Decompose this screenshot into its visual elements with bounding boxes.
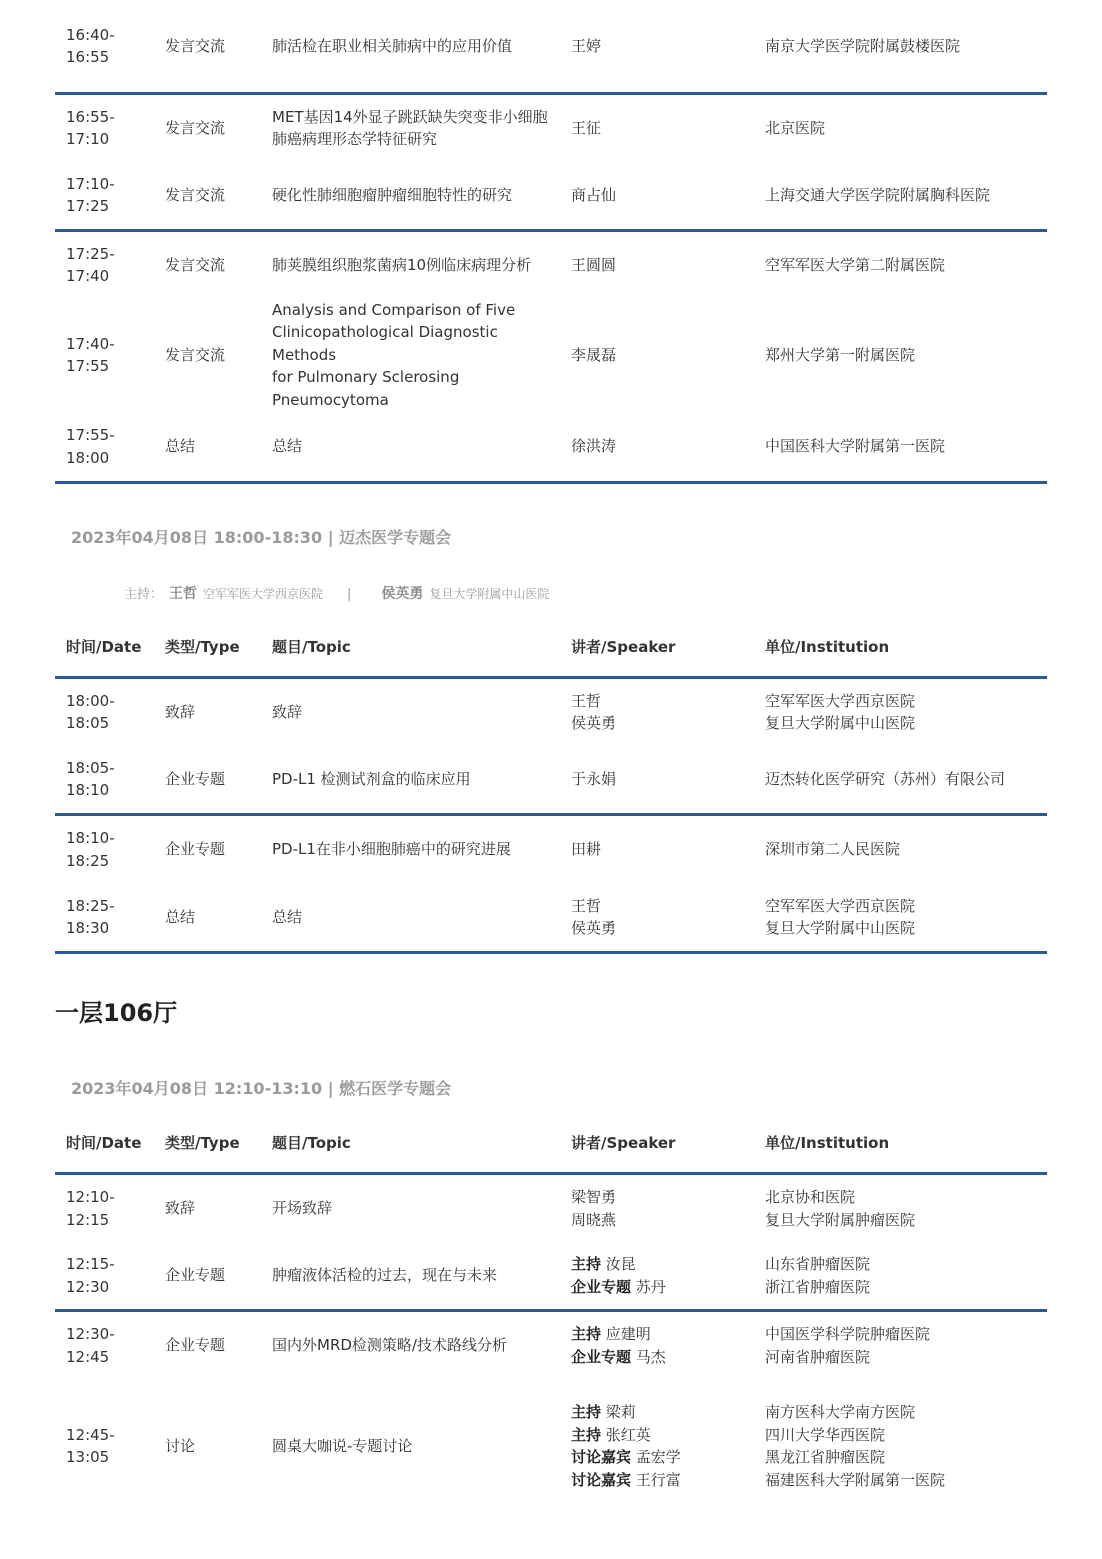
- institution-cell: [754, 231, 1047, 299]
- speaker-cell: [560, 412, 754, 483]
- time-cell: [55, 883, 154, 953]
- cell-line: 18:05-: [66, 758, 115, 777]
- cell-line: 肺活检在职业相关肺病中的应用价值: [272, 36, 513, 55]
- institution-cell: [754, 161, 1047, 231]
- cell-line: 南方医科大学南方医院: [765, 1403, 916, 1421]
- speaker-cell: [560, 298, 754, 412]
- host-institution: 空军军医大学西京医院: [203, 587, 324, 601]
- cell-line: 肿瘤液体活检的过去，现在与未来: [272, 1266, 498, 1285]
- time-cell: [55, 1311, 154, 1380]
- cell-line: 于永娟: [571, 769, 617, 788]
- schedule-block-2: [55, 618, 1047, 954]
- cell-line: 四川大学华西医院: [765, 1425, 886, 1444]
- cell-line: 企业专题: [165, 769, 226, 788]
- institution-cell: [754, 815, 1047, 884]
- speaker-entry: [571, 1469, 754, 1492]
- cell-line: 中国医科大学附属第一医院: [765, 437, 946, 456]
- table-row: [55, 1379, 1047, 1513]
- topic-cell: [261, 1379, 560, 1513]
- cell-line: 王哲: [571, 691, 602, 710]
- speaker-entry: [571, 1446, 754, 1469]
- hall-heading: 一层106厅: [55, 999, 178, 1027]
- topic-cell: [261, 1311, 560, 1380]
- speaker-name: 张红英: [605, 1425, 651, 1444]
- institution-cell: [754, 94, 1047, 162]
- type-cell: [154, 745, 261, 815]
- host-name: 侯英勇: [381, 586, 424, 602]
- cell-line: 硬化性肺细胞瘤肿瘤细胞特性的研究: [272, 185, 513, 204]
- header-institution: 单位/Institution: [754, 1114, 1047, 1174]
- header-topic: 题目/Topic: [261, 1114, 560, 1174]
- type-cell: [154, 94, 261, 162]
- table-row: [55, 745, 1047, 815]
- cell-line: Analysis and Comparison of Five: [272, 300, 516, 319]
- speaker-name: 周晓燕: [571, 1210, 617, 1229]
- speaker-entry: [571, 1253, 754, 1276]
- institution-cell: [754, 745, 1047, 815]
- speaker-cell: [560, 161, 754, 231]
- cell-line: 河南省肿瘤医院: [765, 1347, 871, 1366]
- time-cell: [55, 1174, 154, 1243]
- cell-line: 16:55: [66, 48, 110, 66]
- cell-line: 侯英勇: [571, 919, 617, 937]
- institution-cell: [754, 883, 1047, 953]
- cell-line: 李晟磊: [571, 345, 617, 364]
- cell-line: 企业专题: [165, 1266, 226, 1285]
- cell-line: 总结: [165, 437, 196, 456]
- table-row: [55, 1242, 1047, 1311]
- speaker-name: 王行富: [635, 1470, 681, 1489]
- type-cell: [154, 1242, 261, 1311]
- speaker-name: 汝昆: [605, 1255, 636, 1273]
- speaker-role: 主持: [571, 1255, 602, 1273]
- speaker-entry: [571, 1186, 754, 1209]
- cell-line: 18:05: [66, 714, 110, 732]
- table-row: [55, 1311, 1047, 1380]
- speaker-role: 主持: [571, 1425, 602, 1444]
- session-title-maijie: 2023年04月08日 18:00-18:30 | 迈杰医学专题会: [71, 528, 452, 547]
- table-header-row: [55, 1114, 1047, 1174]
- speaker-cell: [560, 231, 754, 299]
- speaker-entry: [571, 1424, 754, 1447]
- cell-line: PD-L1 检测试剂盒的临床应用: [272, 769, 471, 788]
- cell-line: 开场致辞: [272, 1199, 333, 1218]
- speaker-entry: [571, 1401, 754, 1424]
- table-row: [55, 298, 1047, 412]
- speaker-cell: [560, 815, 754, 884]
- speaker-name: 梁莉: [605, 1403, 636, 1421]
- speaker-entry: [571, 1209, 754, 1232]
- cell-line: 肺癌病理形态学特征研究: [272, 130, 438, 148]
- topic-cell: [261, 678, 560, 746]
- speaker-cell: [560, 1174, 754, 1243]
- cell-line: 18:10: [66, 781, 110, 799]
- header-type: 类型/Type: [154, 618, 261, 678]
- cell-line: 12:30-: [66, 1325, 115, 1343]
- type-cell: [154, 161, 261, 231]
- cell-line: 17:55: [66, 357, 110, 375]
- speaker-role: 主持: [571, 1325, 602, 1343]
- topic-cell: [261, 412, 560, 483]
- cell-line: 上海交通大学医学院附属胸科医院: [765, 185, 991, 204]
- cell-line: 发言交流: [165, 255, 226, 274]
- cell-line: 17:25-: [66, 244, 115, 263]
- cell-line: 12:45-: [66, 1425, 115, 1444]
- schedule-table-2: [55, 618, 1047, 954]
- cell-line: 16:40-: [66, 25, 115, 44]
- cell-line: 浙江省肿瘤医院: [765, 1277, 871, 1296]
- cell-line: 王婷: [571, 36, 602, 55]
- cell-line: 郑州大学第一附属医院: [765, 345, 916, 364]
- speaker-role: 企业专题: [571, 1277, 632, 1296]
- cell-line: 徐洪涛: [571, 437, 617, 456]
- cell-line: 深圳市第二人民医院: [765, 840, 901, 859]
- cell-line: 商占仙: [571, 185, 617, 204]
- time-cell: [55, 1242, 154, 1311]
- time-cell: [55, 0, 154, 94]
- topic-cell: [261, 0, 560, 94]
- time-cell: [55, 745, 154, 815]
- cell-line: MET基因14外显子跳跃缺失突变非小细胞: [272, 107, 548, 126]
- host-label: 主持：: [124, 587, 164, 602]
- cell-line: 复旦大学附属中山医院: [765, 919, 916, 937]
- session-title-burning-rock: 2023年04月08日 12:10-13:10 | 燃石医学专题会: [71, 1079, 452, 1098]
- speaker-entry: [571, 1346, 754, 1369]
- speaker-cell: [560, 94, 754, 162]
- time-cell: [55, 231, 154, 299]
- cell-line: 17:25: [66, 197, 110, 215]
- cell-line: 企业专题: [165, 1336, 226, 1355]
- cell-line: 17:55-: [66, 426, 115, 444]
- cell-line: 总结: [272, 907, 303, 926]
- time-cell: [55, 815, 154, 884]
- speaker-name: 应建明: [605, 1325, 651, 1343]
- cell-line: 田耕: [571, 840, 602, 859]
- speaker-role: 企业专题: [571, 1347, 632, 1366]
- cell-line: 致辞: [272, 702, 303, 721]
- time-cell: [55, 678, 154, 746]
- speaker-cell: [560, 1379, 754, 1513]
- header-time: 时间/Date: [55, 1114, 154, 1174]
- type-cell: [154, 1311, 261, 1380]
- cell-line: 总结: [165, 907, 196, 926]
- table-row: [55, 0, 1047, 94]
- type-cell: [154, 1174, 261, 1243]
- topic-cell: [261, 883, 560, 953]
- host-institution: 复旦大学附属中山医院: [429, 587, 550, 601]
- schedule-table-1: [55, 0, 1047, 484]
- cell-line: 12:15-: [66, 1255, 115, 1273]
- cell-line: 肺荚膜组织胞浆菌病10例临床病理分析: [272, 255, 532, 274]
- cell-line: 17:40-: [66, 334, 115, 353]
- institution-cell: [754, 0, 1047, 94]
- type-cell: [154, 1379, 261, 1513]
- header-topic: 题目/Topic: [261, 618, 560, 678]
- cell-line: 王征: [571, 118, 602, 137]
- time-cell: [55, 412, 154, 483]
- host-name: 王哲: [169, 586, 198, 602]
- cell-line: 国内外MRD检测策略/技术路线分析: [272, 1336, 507, 1355]
- cell-line: 王圆圆: [571, 255, 617, 274]
- table-row: [55, 161, 1047, 231]
- cell-line: 南京大学医学院附属鼓楼医院: [765, 36, 961, 55]
- cell-line: 17:10: [66, 130, 110, 148]
- topic-cell: [261, 231, 560, 299]
- table-row: [55, 815, 1047, 884]
- topic-cell: [261, 745, 560, 815]
- type-cell: [154, 883, 261, 953]
- header-institution: 单位/Institution: [754, 618, 1047, 678]
- type-cell: [154, 231, 261, 299]
- speaker-name: 马杰: [635, 1347, 666, 1366]
- cell-line: 发言交流: [165, 36, 226, 55]
- table-row: [55, 1174, 1047, 1243]
- table-row: [55, 231, 1047, 299]
- time-cell: [55, 298, 154, 412]
- speaker-cell: [560, 745, 754, 815]
- institution-cell: [754, 1379, 1047, 1513]
- cell-line: 山东省肿瘤医院: [765, 1255, 871, 1273]
- cell-line: 13:05: [66, 1448, 110, 1466]
- cell-line: 18:25-: [66, 896, 115, 915]
- cell-line: 复旦大学附属中山医院: [765, 714, 916, 732]
- host-separator: |: [347, 587, 352, 602]
- cell-line: 王哲: [571, 896, 602, 915]
- table-row: [55, 412, 1047, 483]
- cell-line: 讨论: [165, 1436, 196, 1455]
- topic-cell: [261, 815, 560, 884]
- speaker-role: 讨论嘉宾: [571, 1470, 632, 1489]
- cell-line: 17:10-: [66, 174, 115, 193]
- speaker-name: 梁智勇: [571, 1188, 617, 1206]
- cell-line: 侯英勇: [571, 714, 617, 732]
- cell-line: 空军军医大学西京医院: [765, 691, 916, 710]
- institution-cell: [754, 412, 1047, 483]
- cell-line: 发言交流: [165, 118, 226, 137]
- speaker-cell: [560, 1242, 754, 1311]
- cell-line: 发言交流: [165, 185, 226, 204]
- cell-line: 复旦大学附属肿瘤医院: [765, 1210, 916, 1229]
- type-cell: [154, 412, 261, 483]
- cell-line: 18:30: [66, 919, 110, 937]
- cell-line: 北京医院: [765, 118, 826, 137]
- schedule-block-1: [55, 0, 1047, 484]
- type-cell: [154, 678, 261, 746]
- cell-line: Clinicopathological Diagnostic Methods: [272, 323, 498, 364]
- institution-cell: [754, 1242, 1047, 1311]
- speaker-entry: [571, 1323, 754, 1346]
- cell-line: 12:15: [66, 1210, 110, 1229]
- cell-line: 中国医学科学院肿瘤医院: [765, 1325, 931, 1343]
- cell-line: 黑龙江省肿瘤医院: [765, 1448, 886, 1466]
- cell-line: 18:00: [66, 448, 110, 467]
- cell-line: Pneumocytoma: [272, 390, 389, 409]
- speaker-name: 孟宏学: [635, 1448, 681, 1466]
- table-row: [55, 678, 1047, 746]
- topic-cell: [261, 298, 560, 412]
- cell-line: 北京协和医院: [765, 1188, 856, 1206]
- cell-line: 空军军医大学西京医院: [765, 896, 916, 915]
- schedule-block-3: [55, 1114, 1047, 1513]
- speaker-cell: [560, 1311, 754, 1380]
- speaker-cell: [560, 0, 754, 94]
- time-cell: [55, 1379, 154, 1513]
- speaker-role: 主持: [571, 1403, 602, 1421]
- cell-line: 18:00-: [66, 691, 115, 710]
- cell-line: 12:45: [66, 1347, 110, 1366]
- schedule-table-3: [55, 1114, 1047, 1513]
- header-speaker: 讲者/Speaker: [560, 1114, 754, 1174]
- speaker-entry: [571, 1276, 754, 1299]
- cell-line: PD-L1在非小细胞肺癌中的研究进展: [272, 840, 511, 859]
- time-cell: [55, 94, 154, 162]
- header-type: 类型/Type: [154, 1114, 261, 1174]
- cell-line: 圆桌大咖说-专题讨论: [272, 1436, 413, 1455]
- type-cell: [154, 0, 261, 94]
- type-cell: [154, 815, 261, 884]
- table-row: [55, 883, 1047, 953]
- speaker-cell: [560, 883, 754, 953]
- table-row: [55, 94, 1047, 162]
- cell-line: 福建医科大学附属第一医院: [765, 1470, 946, 1489]
- topic-cell: [261, 161, 560, 231]
- cell-line: 企业专题: [165, 840, 226, 859]
- time-cell: [55, 161, 154, 231]
- speaker-cell: [560, 678, 754, 746]
- speaker-role: 讨论嘉宾: [571, 1448, 632, 1466]
- cell-line: 18:25: [66, 851, 110, 870]
- institution-cell: [754, 1174, 1047, 1243]
- cell-line: 16:55-: [66, 107, 115, 126]
- topic-cell: [261, 1242, 560, 1311]
- cell-line: 18:10-: [66, 829, 115, 847]
- cell-line: 17:40: [66, 267, 110, 285]
- speaker-name: 苏丹: [635, 1277, 666, 1296]
- topic-cell: [261, 94, 560, 162]
- session-hosts-maijie: [124, 583, 549, 603]
- cell-line: 12:30: [66, 1277, 110, 1296]
- cell-line: 致辞: [165, 702, 196, 721]
- cell-line: 发言交流: [165, 345, 226, 364]
- cell-line: 迈杰转化医学研究（苏州）有限公司: [765, 769, 1006, 788]
- institution-cell: [754, 678, 1047, 746]
- cell-line: 致辞: [165, 1199, 196, 1218]
- header-time: 时间/Date: [55, 618, 154, 678]
- cell-line: 总结: [272, 437, 303, 456]
- cell-line: for Pulmonary Sclerosing: [272, 368, 460, 387]
- type-cell: [154, 298, 261, 412]
- table-header-row: [55, 618, 1047, 678]
- institution-cell: [754, 1311, 1047, 1380]
- institution-cell: [754, 298, 1047, 412]
- cell-line: 空军军医大学第二附属医院: [765, 255, 946, 274]
- topic-cell: [261, 1174, 560, 1243]
- cell-line: 12:10-: [66, 1188, 115, 1206]
- header-speaker: 讲者/Speaker: [560, 618, 754, 678]
